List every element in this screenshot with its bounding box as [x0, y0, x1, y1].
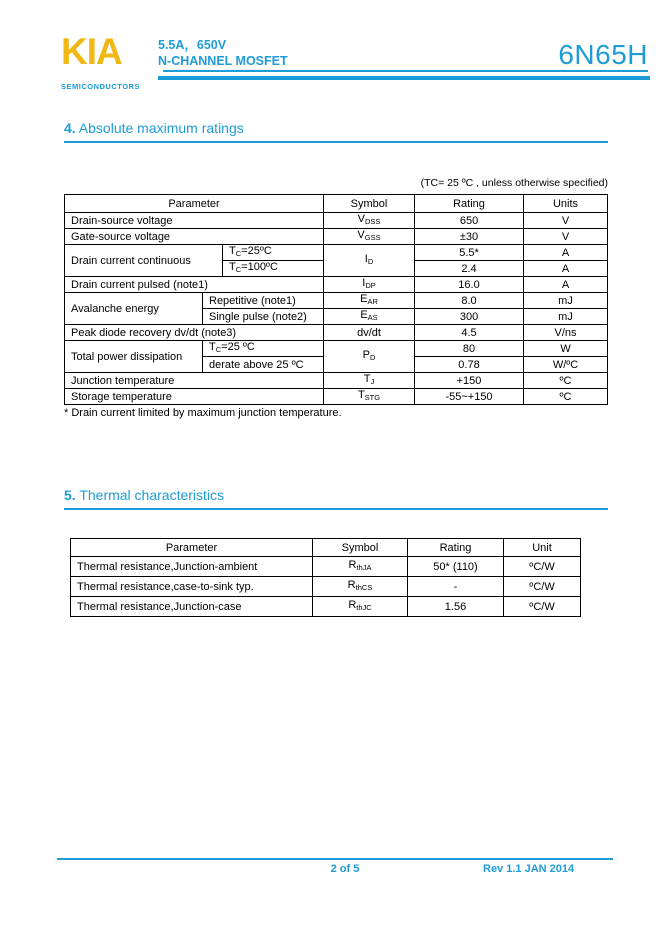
rating-cell: 50* (110)	[408, 557, 504, 577]
symbol-cell: ID	[324, 245, 415, 277]
rating-cell: -	[408, 577, 504, 597]
table-row	[65, 277, 608, 293]
condition-cell: Single pulse (note2)	[203, 309, 324, 325]
symbol-cell: RthJC	[313, 597, 408, 617]
rating-cell: 650	[415, 213, 524, 229]
table-row	[71, 577, 581, 597]
symbol-cell: RthCS	[313, 577, 408, 597]
header-rule-thin	[163, 70, 648, 72]
symbol-cell: RthJA	[313, 557, 408, 577]
unit-cell: ºC/W	[504, 577, 581, 597]
unit-cell: ºC/W	[504, 557, 581, 577]
param-cell: Drain current pulsed (note1)	[65, 277, 324, 293]
header-cell-unit: Unit	[504, 539, 581, 557]
section-number: 5.	[64, 487, 76, 503]
symbol-cell: dv/dt	[324, 325, 415, 341]
section-title-absolute-maximum-ratings	[64, 119, 608, 143]
param-cell: Gate-source voltage	[65, 229, 324, 245]
rating-cell: 4.5	[415, 325, 524, 341]
unit-cell: V	[524, 213, 608, 229]
table-row	[65, 213, 608, 229]
rating-cell: 8.0	[415, 293, 524, 309]
unit-cell: W	[524, 341, 608, 357]
condition-cell: TC=25ºC	[223, 245, 324, 261]
thermal-characteristics-table	[70, 538, 581, 617]
condition-cell: TC=100ºC	[223, 261, 324, 277]
symbol-cell: VDSS	[324, 213, 415, 229]
table-row	[65, 341, 608, 357]
rating-cell: ±30	[415, 229, 524, 245]
rating-cell: -55~+150	[415, 389, 524, 405]
unit-cell: ºC	[524, 373, 608, 389]
unit-cell: W/ºC	[524, 357, 608, 373]
footer-rule	[57, 858, 613, 860]
table-row	[71, 597, 581, 617]
rating-cell: 0.78	[415, 357, 524, 373]
header-cell-parameter: Parameter	[65, 195, 324, 213]
param-cell: Storage temperature	[65, 389, 324, 405]
device-type-line: N-CHANNEL MOSFET	[158, 54, 288, 68]
table-header-row	[71, 539, 581, 557]
unit-cell: ºC/W	[504, 597, 581, 617]
unit-cell: A	[524, 277, 608, 293]
table-row	[65, 389, 608, 405]
part-number: 6N65H	[558, 39, 648, 70]
rating-cell: +150	[415, 373, 524, 389]
section-number: 4.	[64, 120, 76, 136]
table-row	[65, 229, 608, 245]
param-cell: Drain current continuous	[65, 245, 223, 277]
section-title-text: Thermal characteristics	[75, 487, 225, 503]
condition-cell: TC=25 ºC	[203, 341, 324, 357]
brand-logo-subtitle: SEMICONDUCTORS	[61, 82, 140, 91]
param-cell: Avalanche energy	[65, 293, 203, 325]
table-row	[71, 557, 581, 577]
symbol-cell: EAR	[324, 293, 415, 309]
rating-cell: 16.0	[415, 277, 524, 293]
symbol-cell: PD	[324, 341, 415, 373]
rating-cell: 80	[415, 341, 524, 357]
rating-cell: 1.56	[408, 597, 504, 617]
device-spec-line: 5.5A，650V	[158, 38, 227, 52]
unit-cell: mJ	[524, 309, 608, 325]
table-row	[65, 245, 608, 261]
symbol-cell: TJ	[324, 373, 415, 389]
unit-cell: ºC	[524, 389, 608, 405]
table-footnote: * Drain current limited by maximum junction temperature.	[64, 407, 342, 419]
param-cell: Thermal resistance,Junction-ambient	[71, 557, 313, 577]
section-title-thermal-characteristics	[64, 486, 608, 510]
table-row	[65, 373, 608, 389]
param-cell: Thermal resistance,case-to-sink typ.	[71, 577, 313, 597]
symbol-cell: TSTG	[324, 389, 415, 405]
unit-cell: V/ns	[524, 325, 608, 341]
param-cell: Peak diode recovery dv/dt (note3)	[65, 325, 324, 341]
param-cell: Thermal resistance,Junction-case	[71, 597, 313, 617]
header-cell-symbol: Symbol	[324, 195, 415, 213]
param-cell: Junction temperature	[65, 373, 324, 389]
table-row	[65, 325, 608, 341]
unit-cell: mJ	[524, 293, 608, 309]
page-number: 2 of 5	[330, 863, 360, 875]
unit-cell: V	[524, 229, 608, 245]
param-cell: Total power dissipation	[65, 341, 203, 373]
symbol-cell: VGSS	[324, 229, 415, 245]
symbol-cell: EAS	[324, 309, 415, 325]
unit-cell: A	[524, 261, 608, 277]
device-description	[158, 37, 288, 69]
header-cell-parameter: Parameter	[71, 539, 313, 557]
header-cell-units: Units	[524, 195, 608, 213]
section-title-text: Absolute maximum ratings	[75, 120, 244, 136]
brand-logo: KIA	[61, 31, 122, 72]
header-cell-symbol: Symbol	[313, 539, 408, 557]
rating-cell: 300	[415, 309, 524, 325]
revision-info: Rev 1.1 JAN 2014	[483, 863, 575, 875]
header-cell-rating: Rating	[408, 539, 504, 557]
header-rule-thick	[158, 76, 650, 80]
unit-cell: A	[524, 245, 608, 261]
rating-cell: 5.5*	[415, 245, 524, 261]
condition-note: (TC= 25 ºC , unless otherwise specified)	[420, 177, 608, 189]
rating-cell: 2.4	[415, 261, 524, 277]
condition-cell: derate above 25 ºC	[203, 357, 324, 373]
table-header-row	[65, 195, 608, 213]
absolute-maximum-ratings-table	[64, 194, 608, 405]
header-cell-rating: Rating	[415, 195, 524, 213]
symbol-cell: IDP	[324, 277, 415, 293]
param-cell: Drain-source voltage	[65, 213, 324, 229]
table-row	[65, 293, 608, 309]
condition-cell: Repetitive (note1)	[203, 293, 324, 309]
